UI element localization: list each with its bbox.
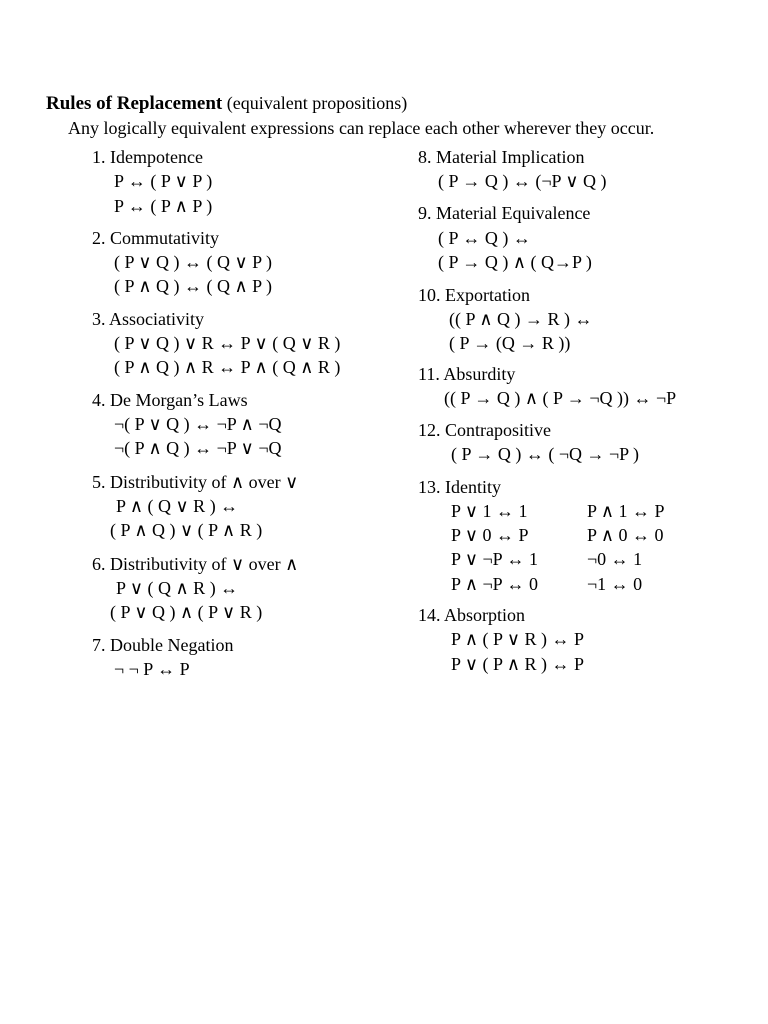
rule-13-right-1: P ∧ 1 ↔ P (587, 501, 665, 521)
rule-9-heading: 9. Material Equivalence (418, 203, 591, 223)
rule-13-right-3: ¬0 ↔ 1 (587, 549, 643, 569)
rule-12-line-1: ( P → Q ) ↔ ( ¬Q → ¬P ) (451, 444, 639, 464)
rule-9-line-2: ( P → Q ) ∧ ( Q→P ) (438, 252, 592, 272)
rule-8-line-1: ( P → Q ) ↔ (¬P ∨ Q ) (438, 171, 607, 191)
rule-13-left-2: P ∨ 0 ↔ P (451, 525, 529, 545)
rule-10-line-2: ( P → (Q → R )) (449, 333, 571, 353)
rule-9-line-1: ( P ↔ Q ) ↔ (438, 228, 531, 248)
page-title: Rules of Replacement (46, 93, 223, 114)
rule-13-heading: 13. Identity (418, 477, 501, 497)
rule-5-line-2: ( P ∧ Q ) ∨ ( P ∧ R ) (110, 520, 263, 540)
rule-2-heading: 2. Commutativity (92, 228, 220, 248)
rule-6-line-1: P ∨ ( Q ∧ R ) ↔ (116, 578, 239, 598)
header-title-line (46, 92, 407, 115)
rule-3-line-1: ( P ∨ Q ) ∨ R ↔ P ∨ ( Q ∨ R ) (114, 333, 341, 353)
rule-1-heading: 1. Idempotence (92, 147, 203, 167)
intro-text: Any logically equivalent expressions can replace each other wherever they occur. (68, 118, 655, 138)
rule-5-line-1: P ∧ ( Q ∨ R ) ↔ (116, 496, 239, 516)
rule-1-line-2: P ↔ ( P ∧ P ) (114, 196, 213, 216)
rule-8-heading: 8. Material Implication (418, 147, 585, 167)
rule-14-line-1: P ∧ ( P ∨ R ) ↔ P (451, 629, 585, 649)
rule-2-line-1: ( P ∨ Q ) ↔ ( Q ∨ P ) (114, 252, 273, 272)
rule-14-heading: 14. Absorption (418, 605, 526, 625)
rule-11-heading: 11. Absurdity (418, 364, 516, 384)
rule-5-heading: 5. Distributivity of ∧ over ∨ (92, 472, 299, 492)
rule-7-heading: 7. Double Negation (92, 635, 234, 655)
rule-4-line-2: ¬( P ∧ Q ) ↔ ¬P ∨ ¬Q (114, 438, 282, 458)
rule-3-heading: 3. Associativity (92, 309, 204, 329)
rule-7-line-1: ¬ ¬ P ↔ P (114, 659, 190, 679)
rule-14-line-2: P ∨ ( P ∧ R ) ↔ P (451, 654, 585, 674)
rule-13-left-3: P ∨ ¬P ↔ 1 (451, 549, 539, 569)
rule-12-heading: 12. Contrapositive (418, 420, 551, 440)
rule-13-right-2: P ∧ 0 ↔ 0 (587, 525, 664, 545)
rule-2-line-2: ( P ∧ Q ) ↔ ( Q ∧ P ) (114, 276, 273, 296)
rule-13-left-1: P ∨ 1 ↔ 1 (451, 501, 528, 521)
rule-10-line-1: (( P ∧ Q ) → R ) ↔ (449, 309, 593, 329)
rule-1-line-1: P ↔ ( P ∨ P ) (114, 171, 213, 191)
rule-4-line-1: ¬( P ∨ Q ) ↔ ¬P ∧ ¬Q (114, 414, 282, 434)
rule-11-line-1: (( P → Q ) ∧ ( P → ¬Q )) ↔ ¬P (444, 388, 677, 408)
rule-3-line-2: ( P ∧ Q ) ∧ R ↔ P ∧ ( Q ∧ R ) (114, 357, 341, 377)
rule-6-heading: 6. Distributivity of ∨ over ∧ (92, 554, 299, 574)
rule-6-line-2: ( P ∨ Q ) ∧ ( P ∨ R ) (110, 602, 263, 622)
rule-13-right-4: ¬1 ↔ 0 (587, 574, 643, 594)
page-subtitle: (equivalent propositions) (226, 93, 408, 113)
rule-4-heading: 4. De Morgan’s Laws (92, 390, 248, 410)
rule-13-left-4: P ∧ ¬P ↔ 0 (451, 574, 539, 594)
rule-10-heading: 10. Exportation (418, 285, 530, 305)
